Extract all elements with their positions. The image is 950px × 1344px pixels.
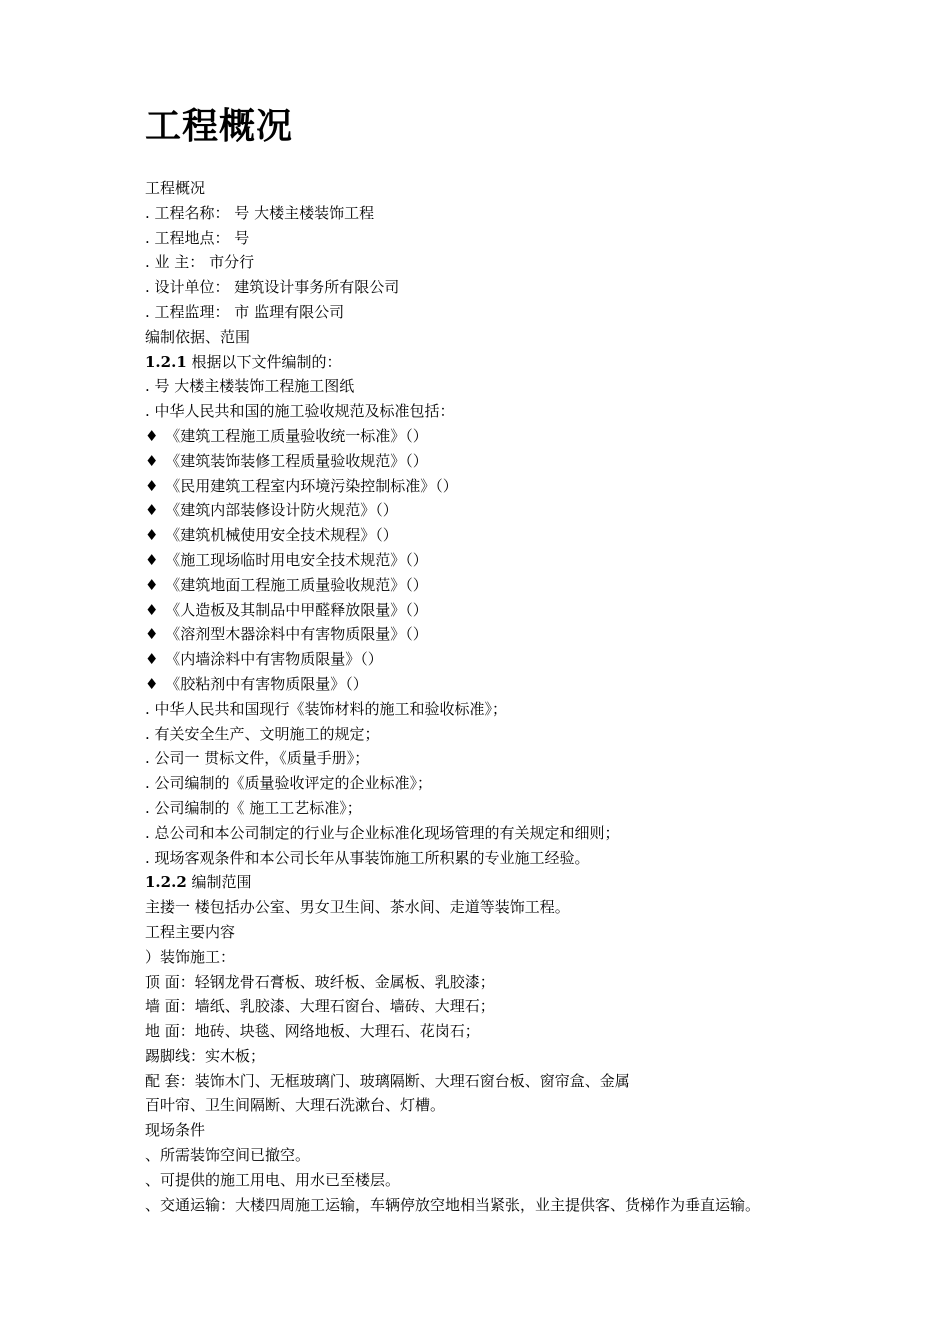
text-line [145,374,845,399]
diamond-bullet-icon: ♦ [145,600,159,619]
line-text: 《建筑内部装修设计防火规范》（） [160,501,398,520]
diamond-bullet-icon: ♦ [145,476,159,495]
line-text: . 总公司和本公司制定的行业与企业标准化现场管理的有关规定和细则； [145,823,620,842]
line-text: 《内墙涂料中有害物质限量》（） [160,650,383,669]
line-text: . 公司编制的《质量验收评定的企业标准》； [145,774,433,793]
text-line [145,746,845,771]
line-text: . 中华人民共和国的施工验收规范及标准包括： [145,402,455,421]
bullet-item [145,498,845,523]
line-text: 《建筑工程施工质量验收统一标准》（） [160,426,428,445]
text-line [145,1019,845,1044]
line-text: 《施工现场临时用电安全技术规范》（） [160,550,428,569]
text-line [145,275,845,300]
line-text: 《胶粘剂中有害物质限量》（） [160,674,368,693]
text-line [145,846,845,871]
text-line [145,1118,845,1143]
line-text: 、所需装饰空间已撤空。 [145,1146,311,1165]
line-text: 《建筑机械使用安全技术规程》（） [160,526,398,545]
line-text: . 工程名称： 号 大楼主楼装饰工程 [145,203,375,222]
line-text: 《人造板及其制品中甲醛释放限量》（） [160,600,428,619]
text-line [145,1044,845,1069]
bullet-item [145,598,845,623]
diamond-bullet-icon: ♦ [145,575,159,594]
bullet-item [145,672,845,697]
text-line [145,821,845,846]
line-text: 工程主要内容 [145,922,236,941]
diamond-bullet-icon: ♦ [145,625,159,644]
bullet-item [145,573,845,598]
text-line [145,945,845,970]
text-line [145,1193,845,1218]
line-text: . 现场客观条件和本公司长年从事装饰施工所积累的专业施工经验。 [145,848,590,867]
diamond-bullet-icon: ♦ [145,451,159,470]
text-line [145,895,845,920]
line-text: ）装饰施工： [145,947,236,966]
line-text: 墙 面：墙纸、乳胶漆、大理石窗台、墙砖、大理石； [145,997,495,1016]
line-text: 编制范围 [186,873,252,892]
text-line [145,325,845,350]
diamond-bullet-icon: ♦ [145,550,159,569]
text-line [145,994,845,1019]
diamond-bullet-icon: ♦ [145,650,159,669]
line-text: 现场条件 [145,1121,206,1140]
text-line [145,920,845,945]
line-text: 顶 面：轻钢龙骨石膏板、玻纤板、金属板、乳胶漆； [145,972,495,991]
bullet-item [145,523,845,548]
line-text: . 有关安全生产、文明施工的规定； [145,724,380,743]
diamond-bullet-icon: ♦ [145,674,159,693]
line-text: . 号 大楼主楼装饰工程施工图纸 [145,377,355,396]
text-line [145,970,845,995]
line-text: 编制依据、范围 [145,327,251,346]
diamond-bullet-icon: ♦ [145,426,159,445]
line-text: 地 面：地砖、块毯、网络地板、大理石、花岗石； [145,1022,480,1041]
line-text: . 设计单位： 建筑设计事务所有限公司 [145,278,400,297]
diamond-bullet-icon: ♦ [145,526,159,545]
text-line [145,722,845,747]
line-text: . 公司编制的《 施工工艺标准》； [145,798,362,817]
text-line [145,201,845,226]
text-line [145,796,845,821]
line-text: . 业 主： 市分行 [145,253,255,272]
text-line [145,250,845,275]
section-number: 1.2.2 [145,873,187,892]
text-line [145,1093,845,1118]
text-line [145,1143,845,1168]
text-line [145,300,845,325]
text-line [145,226,845,251]
document-body [145,176,845,1217]
line-text: 踢脚线：实木板； [145,1046,266,1065]
bullet-item [145,622,845,647]
bullet-item [145,647,845,672]
bullet-item [145,449,845,474]
line-text: . 工程地点： 号 [145,228,250,247]
diamond-bullet-icon: ♦ [145,501,159,520]
line-text: 工程概况 [145,179,206,197]
document-page [145,100,845,1217]
line-text: 配 套：装饰木门、无框玻璃门、玻璃隔断、大理石窗台板、窗帘盒、金属 [145,1071,630,1090]
line-text: . 工程监理： 市 监理有限公司 [145,302,345,321]
bullet-item [145,424,845,449]
line-text: . 中华人民共和国现行《装饰材料的施工和验收标准》； [145,699,508,718]
line-text: 《溶剂型木器涂料中有害物质限量》（） [160,625,428,644]
line-text: 《民用建筑工程室内环境污染控制标准》（） [160,476,458,495]
line-text: 、可提供的施工用电、用水已至楼层。 [145,1170,401,1189]
line-text: 根据以下文件编制的： [186,352,342,371]
text-line [145,1069,845,1094]
line-text: 《建筑装饰装修工程质量验收规范》（） [160,451,428,470]
line-text: 、交通运输：大楼四周施工运输，车辆停放空地相当紧张，业主提供客、货梯作为垂直运输。 [145,1195,761,1214]
text-line [145,771,845,796]
text-line [145,176,845,201]
text-line [145,1168,845,1193]
line-text: 《建筑地面工程施工质量验收规范》（） [160,575,428,594]
document-title: 工程概况 [145,106,294,147]
bullet-item [145,548,845,573]
text-line [145,870,845,895]
line-text: . 公司一 贯标文件，《质量手册》； [145,749,370,768]
text-line [145,350,845,375]
text-line [145,697,845,722]
section-number: 1.2.1 [145,352,187,371]
line-text: 百叶帘、卫生间隔断、大理石洗漱台、灯槽。 [145,1096,446,1115]
text-line [145,399,845,424]
bullet-item [145,474,845,499]
line-text: 主搂一 楼包括办公室、男女卫生间、茶水间、走道等装饰工程。 [145,898,570,917]
